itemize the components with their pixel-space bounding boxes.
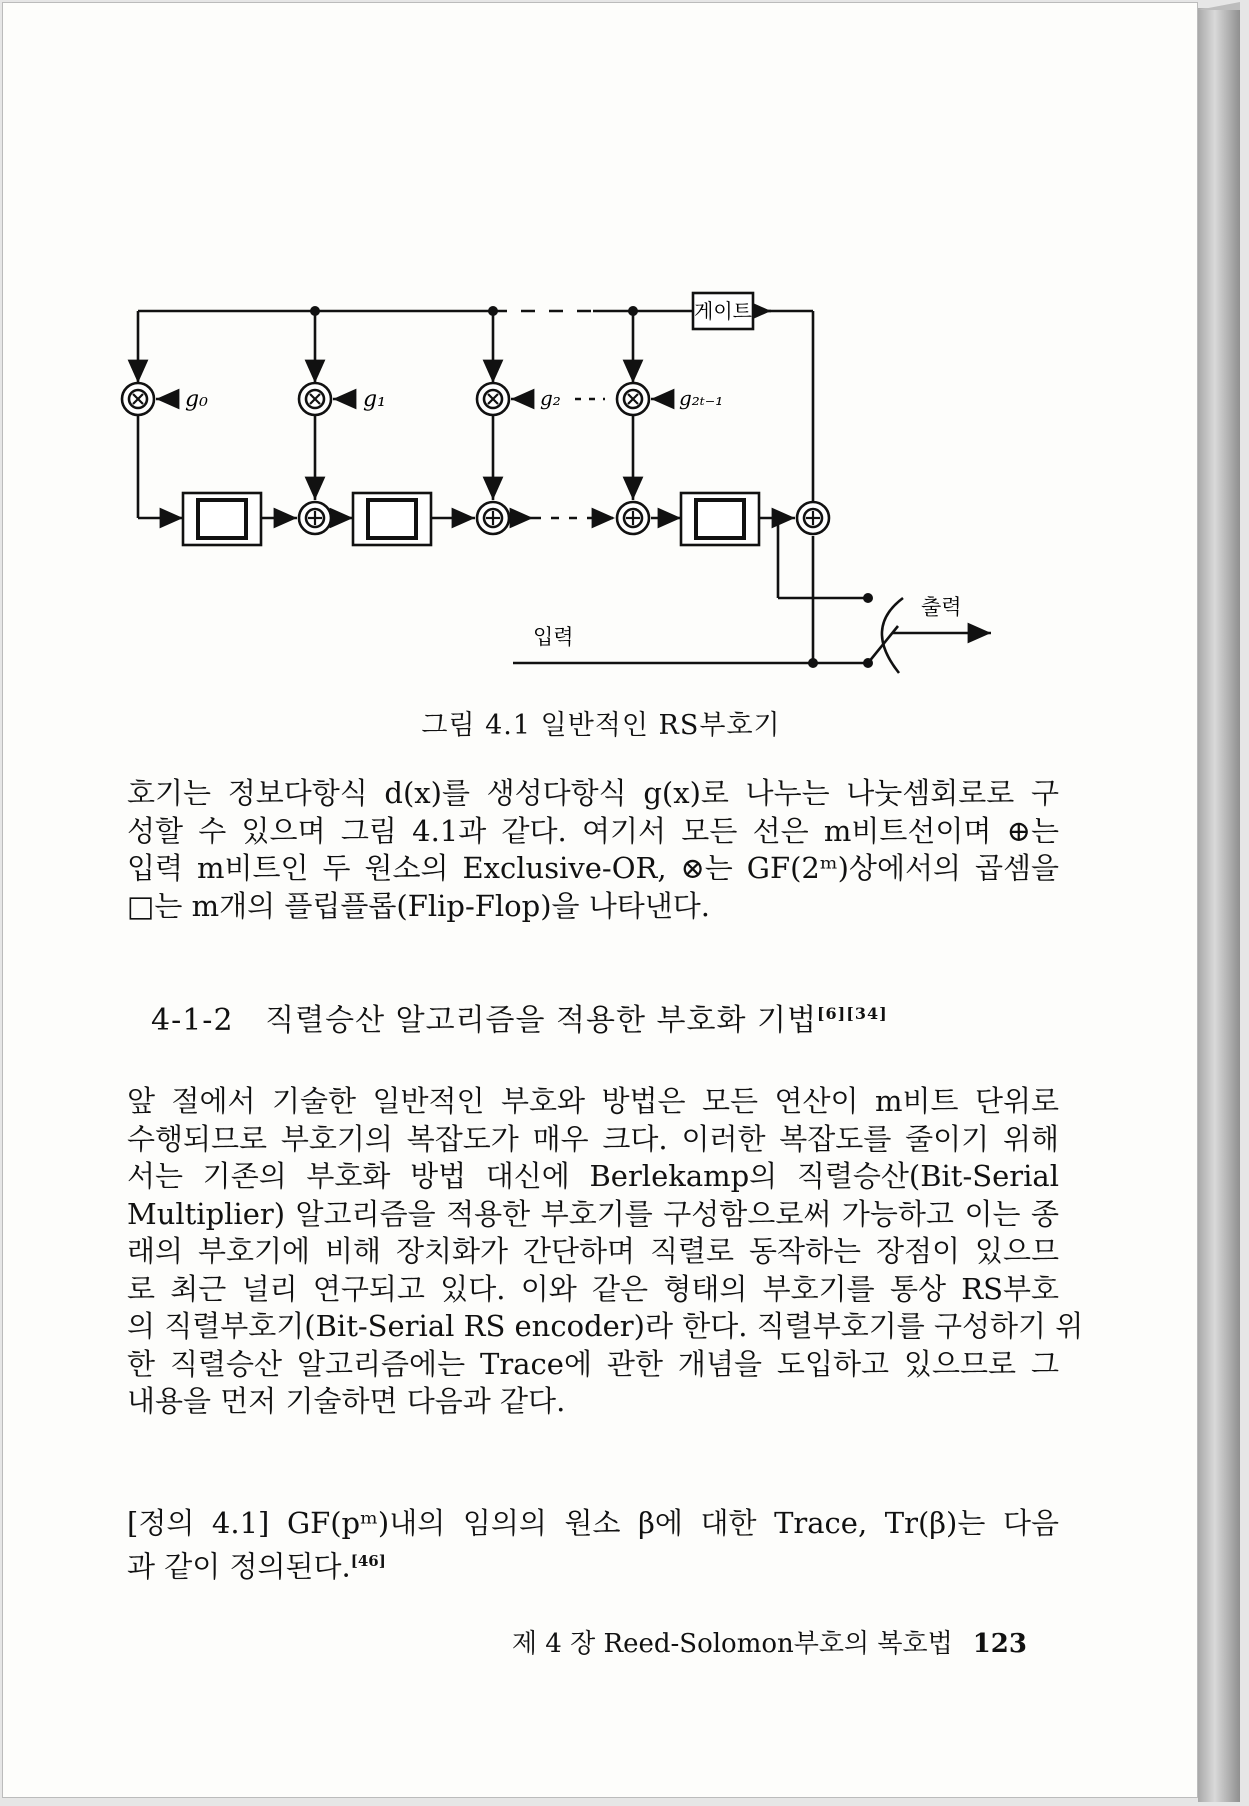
page-stack-corner — [1198, 2, 1240, 10]
section-number: 4-1-2 — [151, 1003, 234, 1038]
text-line: 래의 부호기에 비해 장치화가 간단하며 직렬로 동작하는 장점이 있으므 — [127, 1234, 1059, 1268]
text-line: [정의 4.1] GF(pᵐ)내의 임의의 원소 β에 대한 Trace, Tr(β)는 다음 — [127, 1506, 1059, 1540]
text-line: 입력 m비트인 두 원소의 Exclusive-OR, ⊗는 GF(2ᵐ)상에서의 곱셈을 — [127, 851, 1059, 885]
book-page — [2, 2, 1198, 1798]
figure-caption: 그림 4.1 일반적인 RS부호기 — [421, 710, 781, 741]
text-line: 내용을 먼저 기술하면 다음과 같다. — [127, 1384, 566, 1418]
definition-paragraph — [127, 1505, 1059, 1586]
page-stack-edge — [1198, 8, 1240, 1802]
page-number: 123 — [972, 1629, 1027, 1659]
text-line: 서는 기존의 부호화 방법 대신에 Berlekamp의 직렬승산(Bit-Serial — [127, 1159, 1059, 1193]
coef-g0: g₀ — [185, 387, 208, 412]
paragraph-1 — [127, 775, 1059, 925]
section-refs: [6][34] — [816, 1004, 888, 1023]
text-line: 호기는 정보다항식 d(x)를 생성다항식 g(x)로 나누는 나눗셈회로로 구 — [127, 776, 1059, 810]
coef-g2: g₂ — [540, 386, 561, 410]
text-line: 성할 수 있으며 그림 4.1과 같다. 여기서 모든 선은 m비트선이며 ⊕는 — [127, 813, 1059, 848]
coef-g2t-1: g₂ₜ₋₁ — [679, 386, 724, 410]
text-line: 수행되므로 부호기의 복잡도가 매우 크다. 이러한 복잡도를 줄이기 위해 — [127, 1121, 1059, 1156]
page-footer — [512, 1623, 1027, 1660]
text-line: 의 직렬부호기(Bit-Serial RS encoder)라 한다. 직렬부호기를 구성하기 위 — [127, 1309, 1084, 1343]
text-line: 앞 절에서 기술한 일반적인 부호와 방법은 모든 연산이 m비트 단위로 — [127, 1084, 1059, 1118]
paragraph-2 — [127, 1083, 1084, 1421]
input-label: 입력 — [533, 625, 574, 649]
definition-ref: [46] — [350, 1551, 386, 1570]
text-line: 한 직렬승산 알고리즘에는 Trace에 관한 개념을 도입하고 있으므로 그 — [127, 1346, 1059, 1381]
gate-label: 게이트 — [694, 299, 752, 323]
coef-g1: g₁ — [363, 387, 386, 412]
section-title: 직렬승산 알고리즘을 적용한 부호화 기법 — [265, 1003, 817, 1038]
definition-text-end: 과 같이 정의된다. — [127, 1549, 351, 1584]
text-line — [127, 1543, 1059, 1586]
chapter-title: 제 4 장 Reed-Solomon부호의 복호법 — [511, 1629, 953, 1659]
text-line: □는 m개의 플립플롭(Flip-Flop)을 나타낸다. — [127, 888, 711, 923]
text-line: Multiplier) 알고리즘을 적용한 부호기를 구성함으로써 가능하고 이는 종 — [127, 1196, 1059, 1231]
rs-encoder-diagram — [103, 278, 1063, 708]
output-label: 출력 — [921, 595, 962, 619]
text-line: 로 최근 널리 연구되고 있다. 이와 같은 형태의 부호기를 통상 RS부호 — [127, 1271, 1059, 1306]
section-heading — [151, 995, 888, 1039]
